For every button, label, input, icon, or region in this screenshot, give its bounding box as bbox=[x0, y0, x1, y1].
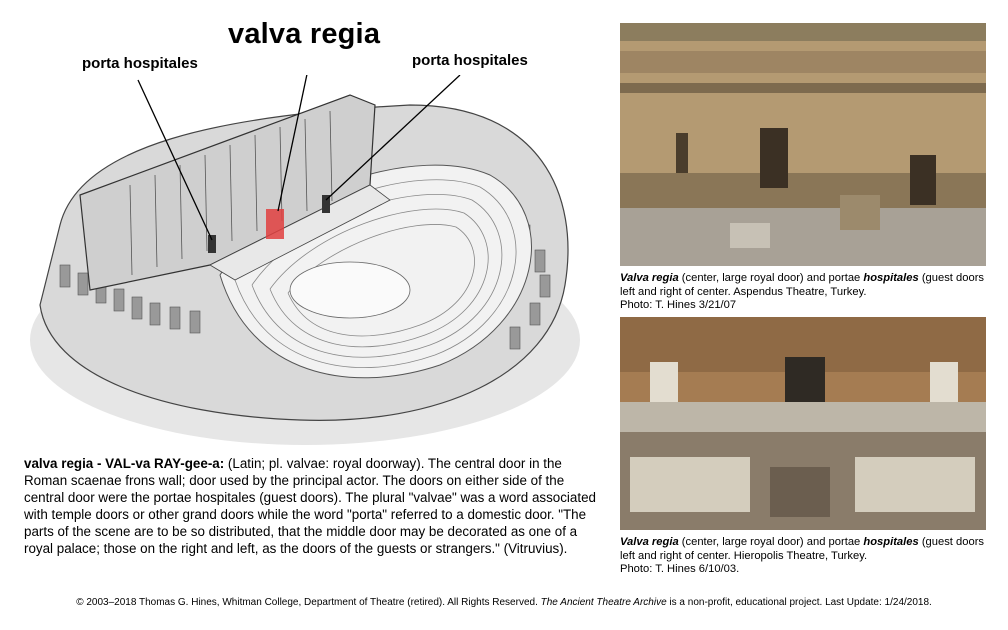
orchestra bbox=[290, 262, 410, 318]
photo-credit: Photo: T. Hines 3/21/07 bbox=[620, 299, 737, 311]
photo-hieropolis-theatre bbox=[620, 317, 986, 530]
footer-copyright bbox=[0, 597, 1008, 608]
description-paragraph bbox=[24, 455, 599, 557]
roman-theatre-illustration bbox=[20, 75, 590, 450]
photo-aspendus-theatre bbox=[620, 23, 986, 266]
diagram-title: valva regia bbox=[228, 18, 381, 50]
caption-term-valva: Valva regia bbox=[620, 272, 679, 284]
caption-term-hospitales: hospitales bbox=[863, 536, 919, 548]
caption-text: (guest doors left and right of center. Aspendus Theatre, Turkey. bbox=[620, 272, 985, 298]
caption-term-hospitales: hospitales bbox=[863, 272, 919, 284]
porta-hospitales-left-door bbox=[208, 235, 216, 253]
photo-hieropolis-caption bbox=[620, 536, 992, 577]
caption-text: (center, large royal door) and portae bbox=[678, 272, 864, 284]
caption-term-valva: Valva regia bbox=[620, 536, 679, 548]
label-porta-left: porta hospitales bbox=[82, 55, 198, 72]
caption-text: (guest doors left and right of center. Hieropolis Theatre, Turkey. bbox=[620, 536, 985, 562]
label-porta-right: porta hospitales bbox=[412, 52, 528, 69]
caption-text: (center, large royal door) and portae bbox=[678, 536, 864, 548]
photo-aspendus-caption bbox=[620, 272, 992, 313]
valva-regia-door bbox=[266, 209, 284, 239]
footer-archive-name: The Ancient Theatre Archive bbox=[540, 597, 667, 608]
photo-credit: Photo: T. Hines 6/10/03. bbox=[620, 563, 740, 575]
description-text: (Latin; pl. valvae: royal doorway). The central door in the Roman scaenae frons wall; door used by the principal actor. The doors on either side of the central door were the portae hospitales (guest doors). The plural "valvae" was a word associated with temple doors or other grand doors while the word "porta" referred to a domestic door. "The parts of the scene are to be so distributed, that the middle door may be decorated as one of a royal palace; those on the right and left, as the doors of the guests or strangers." (Vitruvius). bbox=[24, 456, 596, 556]
description-term: valva regia - VAL-va RAY-gee-a: bbox=[24, 456, 225, 471]
footer-suffix: is a non-profit, educational project. Last Update: 1/24/2018. bbox=[666, 597, 932, 608]
footer-prefix: © 2003–2018 Thomas G. Hines, Whitman College, Department of Theatre (retired). All Rights Reserved. bbox=[76, 597, 541, 608]
